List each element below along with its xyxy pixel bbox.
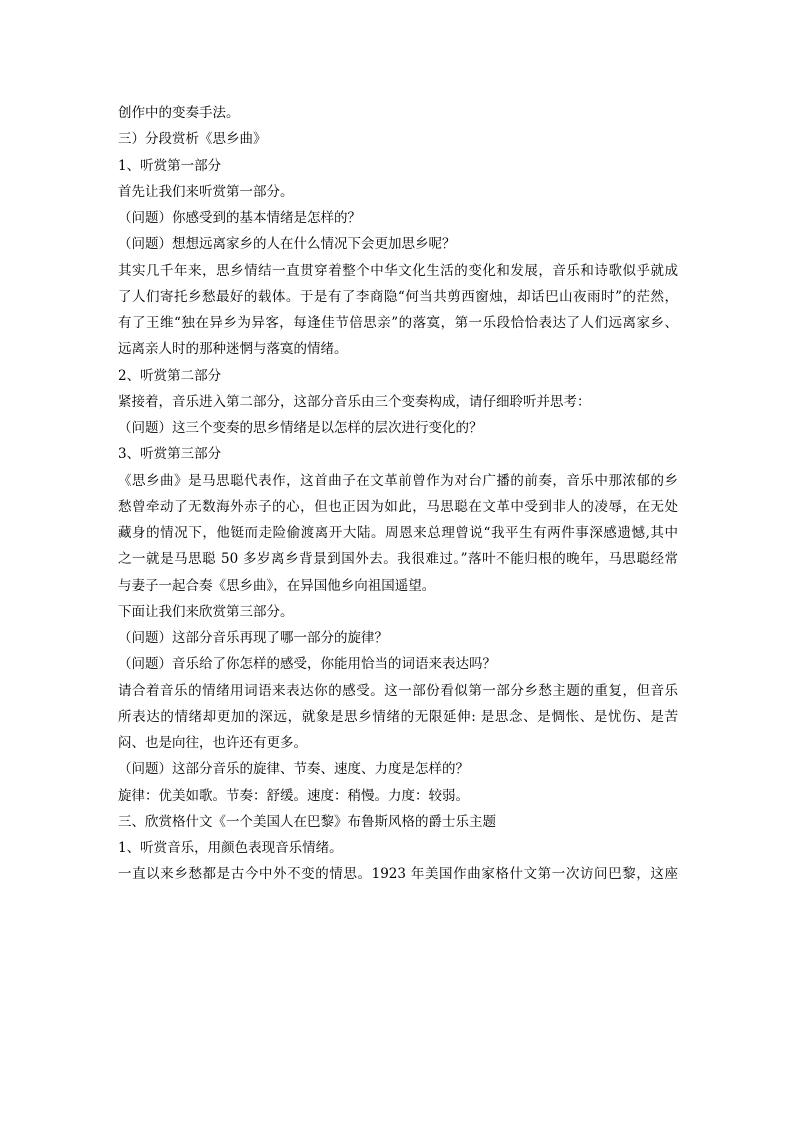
text-line: 闷、也是向往，也许还有更多。 <box>118 735 307 751</box>
document-page <box>118 100 678 888</box>
text-line: 一直以来乡愁都是古今中外不变的情思。1923 年美国作曲家格什文第一次访问巴黎，这座 <box>118 866 678 883</box>
text-line: 首先让我们来听赏第一部分。 <box>118 183 294 200</box>
text-line: 愁曾牵动了无数海外赤子的心，但也正因为如此，马思聪在文革中受到非人的凌辱，在无处 <box>118 498 678 515</box>
text-line: 《思乡曲》是马思聪代表作，这首曲子在文革前曾作为对台广播的前奏，音乐中那浓郁的乡 <box>118 472 678 489</box>
text-line: 请合着音乐的情绪用词语来表达你的感受。这一部份看似第一部分乡愁主题的重复，但音乐 <box>118 682 678 699</box>
text-line: 旋律：优美如歌。节奏：舒缓。速度：稍慢。力度：较弱。 <box>118 787 469 804</box>
text-line: 了人们寄托乡愁最好的载体。于是有了李商隐“何当共剪西窗烛，却话巴山夜雨时”的茫然， <box>118 288 678 305</box>
text-line: 所表达的情绪却更加的深远，就象是思乡情绪的无限延伸: 是思念、是惆怅、是忧伤、是苦 <box>118 708 678 725</box>
text-line: （问题）音乐给了你怎样的感受，你能用恰当的词语来表达吗？ <box>118 656 496 673</box>
text-line: 1、听赏音乐，用颜色表现音乐情绪。 <box>118 840 343 856</box>
text-line: 之一就是马思聪 50 多岁离乡背景到国外去。我很难过。”落叶不能归根的晚年，马思聪经常 <box>118 551 678 568</box>
text-line: 1、听赏第一部分 <box>118 157 222 174</box>
text-line: （问题）这部分音乐再现了哪一部分的旋律？ <box>118 630 388 646</box>
text-line: （问题）想想远离家乡的人在什么情况下会更加思乡呢？ <box>118 236 456 253</box>
text-line: 三、欣赏格什文《一个美国人在巴黎》布鲁斯风格的爵士乐主题 <box>118 813 496 830</box>
text-line: 藏身的情况下，他铤而走险偷渡离开大陆。周恩来总理曾说“我平生有两件事深感遗憾,其中 <box>118 525 678 541</box>
text-line: （问题）这三个变奏的思乡情绪是以怎样的层次进行变化的？ <box>118 420 483 436</box>
text-line: 其实几千年来，思乡情结一直贯穿着整个中华文化生活的变化和发展，音乐和诗歌似乎就成 <box>118 262 678 279</box>
text-line: 创作中的变奏手法。 <box>118 105 240 121</box>
text-line: （问题）这部分音乐的旋律、节奏、速度、力度是怎样的？ <box>118 761 469 778</box>
text-line: 与妻子一起合奏《思乡曲》，在异国他乡向祖国遥望。 <box>118 577 436 594</box>
text-line: 2、听赏第二部分 <box>118 367 222 384</box>
text-line: 有了王维“独在异乡为异客，每逢佳节倍思亲”的落寞，第一乐段恰恰表达了人们远离家乡、 <box>118 315 678 331</box>
text-line: 远离亲人时的那种迷惘与落寞的情绪。 <box>118 341 348 358</box>
text-line: 下面让我们来欣赏第三部分。 <box>118 603 294 620</box>
text-line: 三）分段赏析《思乡曲》 <box>118 131 267 148</box>
text-line: （问题）你感受到的基本情绪是怎样的？ <box>118 210 361 226</box>
text-line: 3、听赏第三部分 <box>118 446 222 463</box>
text-line: 紧接着，音乐进入第二部分，这部分音乐由三个变奏构成，请仔细聆听并思考： <box>118 393 591 410</box>
